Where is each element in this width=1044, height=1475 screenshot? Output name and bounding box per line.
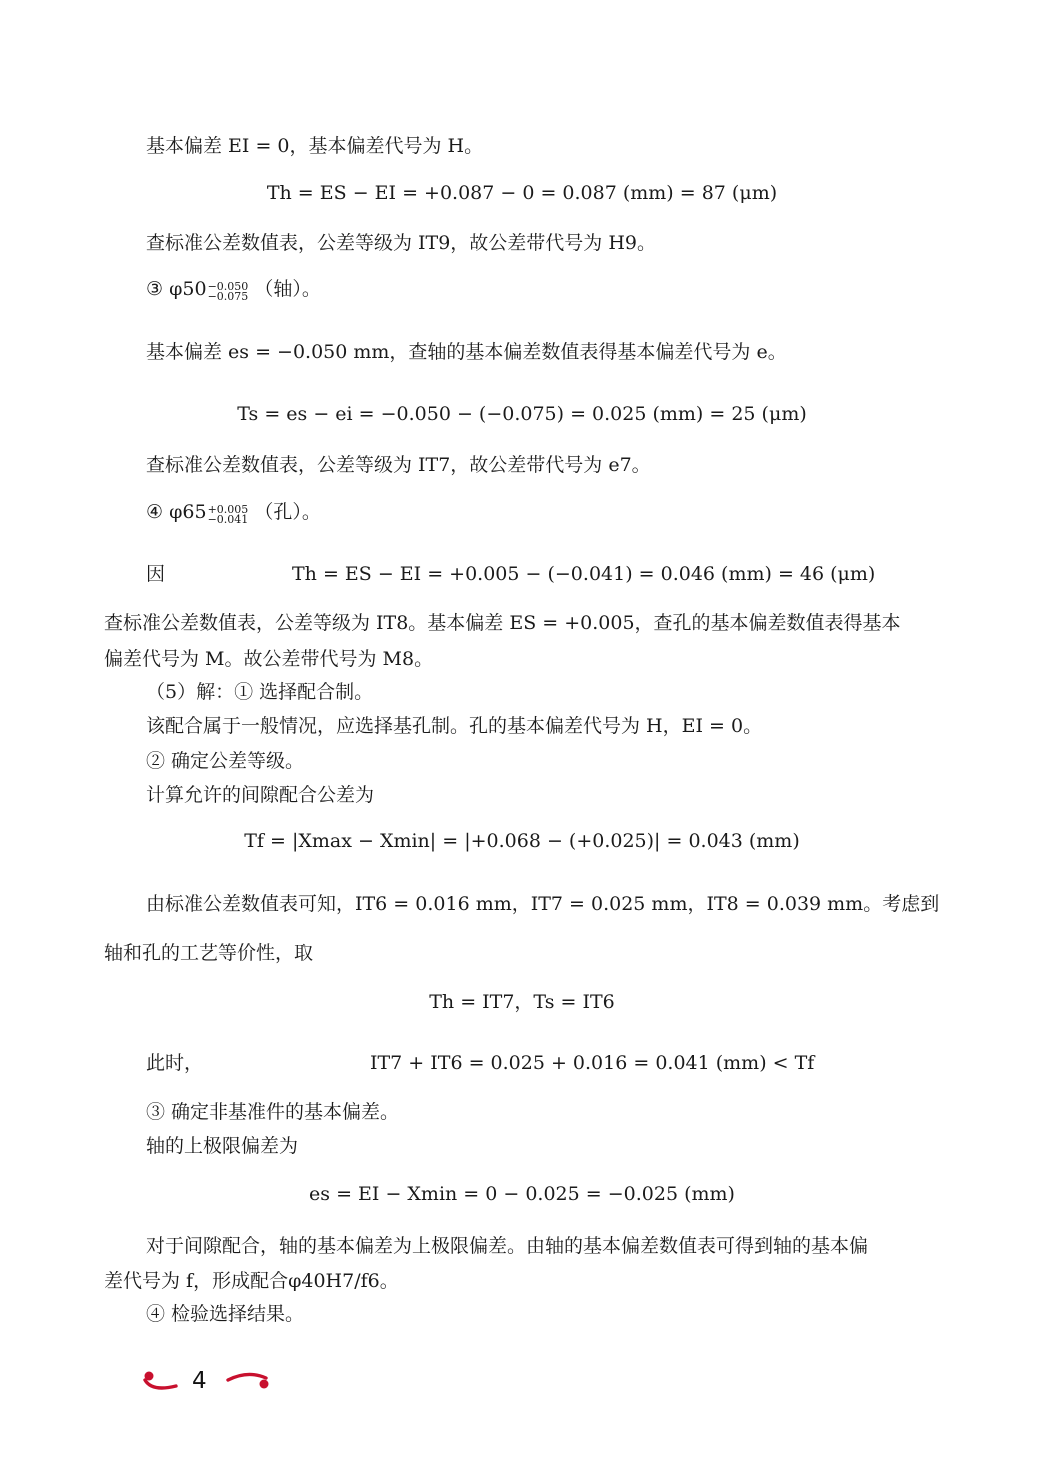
text-line: 查标准公差数值表，公差等级为 IT7，故公差带代号为 e7。 <box>146 454 651 476</box>
text-line: 对于间隙配合，轴的基本偏差为上极限偏差。由轴的基本偏差数值表可得到轴的基本偏 <box>146 1235 869 1257</box>
text-line: 基本偏差 es = −0.050 mm，查轴的基本偏差数值表得基本偏差代号为 e。 <box>146 341 787 363</box>
page-number: 4 <box>192 1368 207 1394</box>
equation: Th = ES − EI = +0.005 − (−0.041) = 0.046 (mm) = 46 (μm) <box>292 563 876 585</box>
right-swirl-icon <box>224 1364 274 1398</box>
equation: Ts = es − ei = −0.050 − (−0.075) = 0.025 (mm) = 25 (μm) <box>237 403 807 425</box>
text-line: 偏差代号为 M。故公差带代号为 M8。 <box>104 648 434 670</box>
step-heading: ④ 检验选择结果。 <box>146 1303 305 1325</box>
left-swirl-icon <box>142 1364 182 1398</box>
equation: Th = IT7，Ts = IT6 <box>429 991 615 1013</box>
step-heading: ③ 确定非基准件的基本偏差。 <box>146 1101 400 1123</box>
item-heading <box>146 276 321 302</box>
text-line: 由标准公差数值表可知，IT6 = 0.016 mm，IT7 = 0.025 mm，IT8 = 0.039 mm。考虑到 <box>146 893 940 915</box>
item-heading <box>146 499 321 525</box>
text-line: 轴的上极限偏差为 <box>146 1135 299 1157</box>
part-type: （轴）。 <box>254 278 321 300</box>
text-line: 差代号为 f，形成配合φ40H7/f6。 <box>104 1270 399 1292</box>
step-heading: ② 确定公差等级。 <box>146 750 305 772</box>
text-line: 基本偏差 EI = 0，基本偏差代号为 H。 <box>146 135 484 157</box>
tolerance-deviations: +0.005 −0.041 <box>207 503 249 526</box>
equation: es = EI − Xmin = 0 − 0.025 = −0.025 (mm) <box>309 1183 735 1205</box>
text-line: 该配合属于一般情况，应选择基孔制。孔的基本偏差代号为 H，EI = 0。 <box>146 715 763 737</box>
tolerance-designation: ④ φ65 <box>146 501 207 523</box>
tolerance-deviations: −0.050 −0.075 <box>207 280 249 303</box>
text-line: 因 <box>146 563 166 585</box>
equation: Th = ES − EI = +0.087 − 0 = 0.087 (mm) = 87 (μm) <box>266 182 778 204</box>
page-footer <box>142 1364 272 1398</box>
tolerance-designation: ③ φ50 <box>146 278 207 300</box>
part-type: （孔）。 <box>254 501 321 523</box>
text-line: 轴和孔的工艺等价性，取 <box>104 942 314 964</box>
section-heading: （5）解：① 选择配合制。 <box>146 681 374 703</box>
text-line: 此时， <box>146 1052 204 1074</box>
text-line: 查标准公差数值表，公差等级为 IT8。基本偏差 ES = +0.005，查孔的基本偏差数值表得基本 <box>104 612 901 634</box>
text-line: 计算允许的间隙配合公差为 <box>146 784 375 806</box>
equation: IT7 + IT6 = 0.025 + 0.016 = 0.041 (mm) < Tf <box>370 1052 815 1074</box>
text-line: 查标准公差数值表，公差等级为 IT9，故公差带代号为 H9。 <box>146 232 657 254</box>
equation: Tf = |Xmax − Xmin| = |+0.068 − (+0.025)| = 0.043 (mm) <box>244 830 800 852</box>
